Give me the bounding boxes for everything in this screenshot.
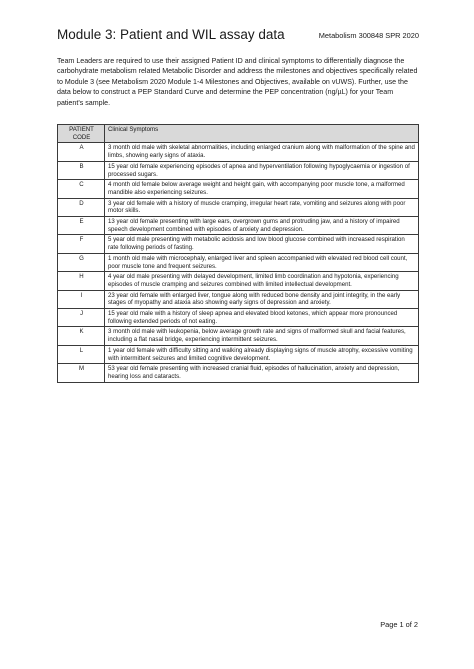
page-header: [57, 27, 419, 45]
clinical-symptoms-cell: 53 year old female presenting with increased cranial fluid, episodes of hallucination, anxiety and depression, hearing loss and cataracts.: [105, 364, 419, 382]
clinical-symptoms-cell: 3 month old male with skeletal abnormalities, including enlarged cranium along with malformation of the spine and limbs, showing early signs of ataxia.: [105, 143, 419, 161]
patient-code-cell: M: [58, 364, 105, 382]
table-row: [58, 180, 419, 198]
patient-code-cell: H: [58, 272, 105, 290]
clinical-symptoms-cell: 1 year old female with difficulty sitting and walking already displaying signs of muscle atrophy, excessive vomiting with intermittent seizures and limited cognitive development.: [105, 345, 419, 363]
clinical-symptoms-header: Clinical Symptoms: [105, 125, 419, 143]
table-row: [58, 327, 419, 345]
patient-code-cell: A: [58, 143, 105, 161]
patient-code-cell: I: [58, 290, 105, 308]
table-row: [58, 235, 419, 253]
patient-code-cell: L: [58, 345, 105, 363]
patient-code-cell: D: [58, 198, 105, 216]
table-row: [58, 364, 419, 382]
table-row: [58, 309, 419, 327]
table-row: [58, 290, 419, 308]
table-row: [58, 143, 419, 161]
intro-paragraph: Team Leaders are required to use their assigned Patient ID and clinical symptoms to differentially diagnose the carbohydrate metabolism related Metabolic Disorder and address the milestones and objectives specifically related to Module 3 (see Metabolism 2020 Module 1-4 Milestones and Objectives, available on vUWS). Further, use the data below to construct a PEP Standard Curve and determine the PEP concentration (ng/µL) for your Team patient’s sample.: [57, 57, 418, 107]
clinical-symptoms-cell: 15 year old female experiencing episodes of apnea and hyperventilation following hypoglycaemia or ingestion of processed sugars.: [105, 161, 419, 179]
clinical-symptoms-cell: 5 year old male presenting with metabolic acidosis and low blood glucose combined with increased respiration rate following periods of fasting.: [105, 235, 419, 253]
clinical-symptoms-cell: 13 year old female presenting with large ears, overgrown gums and protruding jaw, and a history of impaired speech development combined with episodes of anxiety and depression.: [105, 217, 419, 235]
table-header-row: [58, 125, 419, 143]
unit-code: Metabolism 300848 SPR 2020: [318, 31, 419, 40]
clinical-symptoms-cell: 4 year old male presenting with delayed development, limited limb coordination and hypotonia, experiencing episodes of muscle cramping and seizures combined with limited intellectual development.: [105, 272, 419, 290]
table-row: [58, 198, 419, 216]
patient-table-body: [58, 143, 419, 382]
clinical-symptoms-cell: 3 year old female with a history of muscle cramping, irregular heart rate, vomiting and seizures along with poor motor skills.: [105, 198, 419, 216]
patient-code-header: PATIENT CODE: [58, 125, 105, 143]
patient-code-cell: F: [58, 235, 105, 253]
patient-code-cell: G: [58, 253, 105, 271]
clinical-symptoms-cell: 1 month old male with microcephaly, enlarged liver and spleen accompanied with elevated red blood cell count, poor muscle tone and frequent seizures.: [105, 253, 419, 271]
clinical-symptoms-cell: 15 year old male with a history of sleep apnea and elevated blood ketones, which appear more pronounced following extended periods of not eating.: [105, 309, 419, 327]
patient-code-cell: C: [58, 180, 105, 198]
patient-table: [57, 124, 419, 383]
table-row: [58, 161, 419, 179]
patient-code-cell: K: [58, 327, 105, 345]
page-title: Module 3: Patient and WIL assay data: [57, 27, 285, 42]
page-number: Page 1 of 2: [380, 620, 418, 629]
clinical-symptoms-cell: 4 month old female below average weight and height gain, with accompanying poor muscle tone, a malformed mandible also experiencing seizures.: [105, 180, 419, 198]
patient-code-cell: B: [58, 161, 105, 179]
patient-code-cell: E: [58, 217, 105, 235]
patient-code-cell: J: [58, 309, 105, 327]
table-row: [58, 253, 419, 271]
table-row: [58, 217, 419, 235]
clinical-symptoms-cell: 23 year old female with enlarged liver, tongue along with reduced bone density and joint integrity, in the early stages of myopathy and ataxia also showing early signs of depression and anxiety.: [105, 290, 419, 308]
clinical-symptoms-cell: 3 month old male with leukopenia, below average growth rate and signs of malformed skull and facial features, including a flat nasal bridge, experiencing intermittent seizures.: [105, 327, 419, 345]
table-row: [58, 272, 419, 290]
table-row: [58, 345, 419, 363]
